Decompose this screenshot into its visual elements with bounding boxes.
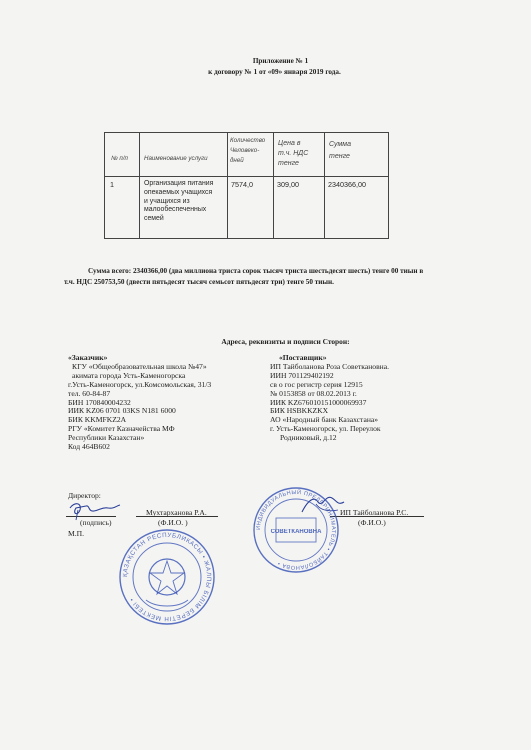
customer-name: Мухтарханова Р.А. bbox=[146, 508, 207, 517]
customer-line: БИН 170840004232 bbox=[68, 397, 131, 407]
svg-text:ҚАЗАҚСТАН РЕСПУБЛИКАСЫ • ЖАЛПЫ: ҚАЗАҚСТАН РЕСПУБЛИКАСЫ • ЖАЛПЫ БІЛІМ БЕРЕТІН МЕКТЕБІ • bbox=[121, 531, 213, 623]
supplier-fio-caption: (Ф.И.О.) bbox=[358, 518, 386, 527]
customer-seal-stamp bbox=[118, 528, 216, 626]
table-row bbox=[105, 177, 389, 239]
supplier-line: св о гос регистр серия 12915 bbox=[270, 379, 363, 389]
signature-caption: (подпись) bbox=[80, 518, 112, 527]
supplier-line: ИИН 701129402192 bbox=[270, 370, 334, 380]
customer-block bbox=[68, 354, 211, 452]
supplier-line: Родниковый, д.12 bbox=[280, 433, 337, 443]
supplier-line: АО «Народный банк Казахстана» bbox=[270, 415, 379, 425]
row-price: 309,00 bbox=[274, 177, 325, 239]
supplier-line: ИП Тайболанова Роза Советкановна. bbox=[270, 361, 390, 371]
customer-line: БИК KKMFKZ2A bbox=[68, 415, 127, 425]
customer-line: тел. 60-84-87 bbox=[68, 388, 111, 398]
annex-title: Приложение № 1 bbox=[252, 57, 309, 65]
customer-line: г.Усть-Каменогорск, ул.Комсомольская, 31/3 bbox=[68, 379, 212, 389]
supplier-line: № 0153858 от 08.02.2013 г. bbox=[270, 388, 357, 398]
customer-name-line bbox=[136, 516, 218, 517]
customer-line: акимата города Усть-Каменогорска bbox=[72, 370, 186, 380]
contract-reference: к договору № 1 от «09» января 2019 года. bbox=[208, 68, 341, 76]
row-name: Организация питания опекаемых учащихся и учащихся из малообеспеченных семей bbox=[140, 177, 228, 239]
supplier-name: ИП Тайболанова Р.С. bbox=[340, 508, 409, 517]
row-num: 1 bbox=[105, 177, 140, 239]
supplier-line: г. Усть-Каменогорск, ул. Переулок bbox=[270, 424, 381, 434]
customer-line: КГУ «Общеобразовательная школа №47» bbox=[72, 361, 207, 371]
table-header-row bbox=[105, 133, 389, 177]
header-num: № п/п bbox=[105, 133, 140, 177]
customer-line: Республики Казахстан» bbox=[68, 433, 145, 443]
total-label: Сумма всего: bbox=[88, 267, 132, 275]
fio-caption: (Ф.И.О. ) bbox=[158, 518, 188, 527]
supplier-seal-stamp bbox=[252, 486, 340, 574]
customer-line: РГУ «Комитет Казначейства МФ bbox=[68, 424, 175, 434]
customer-role: «Заказчик» bbox=[68, 353, 108, 362]
customer-handwritten-signature bbox=[64, 498, 124, 524]
supplier-line: БИК HSBKKZKX bbox=[270, 406, 329, 416]
director-label: Директор: bbox=[68, 491, 101, 500]
svg-text:ИНДИВИДУАЛЬНЫЙ ПРЕДПРИНИМАТЕЛЬ: ИНДИВИДУАЛЬНЫЙ ПРЕДПРИНИМАТЕЛЬ • ТАЙБОЛАНОВА • bbox=[255, 489, 337, 571]
stamp-place-label: М.П. bbox=[68, 529, 85, 538]
row-qty: 7574,0 bbox=[228, 177, 274, 239]
header-price: Цена в т.ч. НДС тенге bbox=[274, 133, 325, 177]
total-sum bbox=[88, 266, 423, 276]
row-sum: 2340366,00 bbox=[325, 177, 389, 239]
svg-text:СОВЕТКАНОВНА: СОВЕТКАНОВНА bbox=[270, 529, 322, 535]
header-sum: Сумма тенге bbox=[325, 133, 389, 177]
customer-line: Код 464B602 bbox=[68, 442, 110, 452]
addresses-title: Адреса, реквизиты и подписи Сторон: bbox=[221, 337, 350, 346]
supplier-line: ИИК KZ676010151000069937 bbox=[270, 397, 367, 407]
customer-line: ИИК KZ06 0701 03KS N181 6000 bbox=[68, 406, 176, 416]
services-table bbox=[104, 132, 389, 239]
total-line1: 2340366,00 (два миллиона триста сорок тысяч триста шестьдесят шесть) тенге 00 тиын в bbox=[132, 267, 424, 275]
header-name: Наименование услуги bbox=[140, 133, 228, 177]
header-qty: Количество Человеко- дней bbox=[228, 133, 274, 177]
total-line2: т.ч. НДС 250753,50 (двести пятьдесят тысяч семьсот пятьдесят три) тенге 50 тиын. bbox=[64, 278, 334, 286]
supplier-block bbox=[270, 354, 389, 443]
supplier-role: «Поставщик» bbox=[279, 353, 327, 362]
